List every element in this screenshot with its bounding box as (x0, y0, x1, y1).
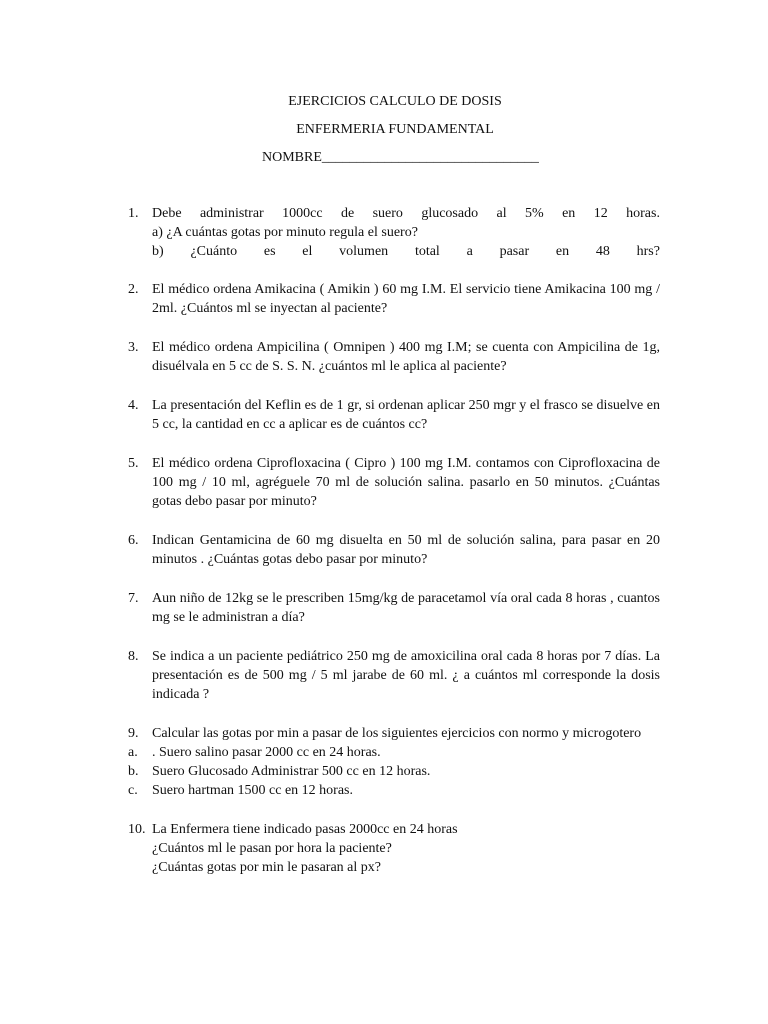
exercise-1-line-1 (152, 204, 660, 223)
word: al (496, 206, 507, 221)
exercise-item-4 (128, 396, 660, 434)
exercise-number: 7. (128, 591, 139, 606)
word: suero (372, 206, 403, 221)
word: es (263, 244, 276, 259)
word: 5% (525, 206, 544, 221)
word: administrar (199, 206, 264, 221)
exercise-10-line-3: ¿Cuántas gotas por min le pasaran al px? (152, 860, 381, 875)
exercise-number: 10. (128, 822, 146, 837)
exercise-item-8 (128, 647, 660, 704)
word: b) (152, 244, 164, 259)
exercise-number: 6. (128, 533, 139, 548)
exercise-item-10 (128, 820, 660, 877)
word: en (555, 244, 570, 259)
exercise-10-line-2: ¿Cuántos ml le pasan por hora la paciente? (152, 841, 392, 856)
word: 48 (595, 244, 610, 259)
word: el (302, 244, 313, 259)
exercise-number: 8. (128, 649, 139, 664)
exercise-text: El médico ordena Amikacina ( Amikin ) 60 mg I.M. El servicio tiene Amikacina 100 mg / 2ml. ¿Cuántos ml se inyectan al paciente? (152, 282, 660, 316)
exercise-item-7 (128, 589, 660, 627)
subitem-text: . Suero salino pasar 2000 cc en 24 horas. (152, 745, 381, 760)
word: en (562, 206, 576, 221)
exercise-text: Calcular las gotas por min a pasar de los siguientes ejercicios con normo y microgotero (152, 726, 642, 741)
word: 1000cc (282, 206, 323, 221)
exercise-1-line-2: a) ¿A cuántas gotas por minuto regula el suero? (152, 225, 418, 240)
subitem-letter: b. (128, 764, 139, 779)
exercise-number: 9. (128, 726, 139, 741)
exercise-text: La Enfermera tiene indicado pasas 2000cc en 24 horas (152, 822, 458, 837)
exercise-item-3 (128, 338, 660, 376)
word: hrs? (636, 244, 660, 259)
exercise-text: La presentación del Keflin es de 1 gr, si ordenan aplicar 250 mgr y el frasco se disuelve en 5 cc, la cantidad en cc a aplicar es de cuántos cc? (152, 398, 660, 432)
word: a (466, 244, 473, 259)
exercise-1-line-3 (152, 242, 660, 261)
exercise-text: El médico ordena Ampicilina ( Omnipen ) 400 mg I.M; se cuenta con Ampicilina de 1g, disuélvala en 5 cc de S. S. N. ¿cuántos ml le aplica al paciente? (152, 340, 660, 374)
subitem-text: Suero hartman 1500 cc en 12 horas. (152, 783, 353, 798)
exercise-item-1 (128, 204, 660, 261)
subitem-text: Suero Glucosado Administrar 500 cc en 12 horas. (152, 764, 431, 779)
word: total (414, 244, 440, 259)
exercise-item-9 (128, 724, 660, 800)
exercise-subitem (128, 781, 660, 800)
exercise-text: Aun niño de 12kg se le prescriben 15mg/kg de paracetamol vía oral cada 8 horas , cuantos mg se le administran a día? (152, 591, 660, 625)
exercise-item-2 (128, 280, 660, 318)
word: de (340, 206, 355, 221)
exercise-number: 1. (128, 206, 139, 221)
word: Debe (152, 206, 182, 221)
exercise-text: Se indica a un paciente pediátrico 250 mg de amoxicilina oral cada 8 horas por 7 días. La presentación es de 500 mg / 5 ml jarabe de 60 ml. ¿ a cuántos ml corresponde la dosis indicada ? (152, 649, 660, 702)
exercise-list (128, 204, 660, 877)
document-header (0, 92, 768, 148)
word: pasar (499, 244, 530, 259)
document-subtitle: ENFERMERIA FUNDAMENTAL (296, 122, 494, 137)
word: volumen (339, 244, 389, 259)
name-field-line: NOMBRE_______________________________ (262, 150, 539, 165)
exercise-number: 3. (128, 340, 139, 355)
exercise-text: Indican Gentamicina de 60 mg disuelta en 50 ml de solución salina, para pasar en 20 minutos . ¿Cuántas gotas debo pasar por minuto? (152, 533, 660, 567)
exercise-number: 2. (128, 282, 139, 297)
exercise-number: 4. (128, 398, 139, 413)
word: 12 (593, 206, 608, 221)
exercise-subitem (128, 743, 660, 762)
exercise-text: El médico ordena Ciprofloxacina ( Cipro ) 100 mg I.M. contamos con Ciprofloxacina de 100 mg / 10 ml, agréguele 70 ml de solución salina. pasarlo en 50 minutos. ¿Cuántas gotas debo pasar por minuto? (152, 456, 660, 509)
exercise-subitem (128, 762, 660, 781)
subitem-letter: c. (128, 783, 138, 798)
subitem-letter: a. (128, 745, 138, 760)
word: ¿Cuánto (190, 244, 238, 259)
document-title: EJERCICIOS CALCULO DE DOSIS (288, 94, 502, 109)
exercise-number: 5. (128, 456, 139, 471)
word: horas. (626, 206, 660, 221)
word: glucosado (421, 206, 479, 221)
exercise-item-5 (128, 454, 660, 511)
exercise-item-6 (128, 531, 660, 569)
